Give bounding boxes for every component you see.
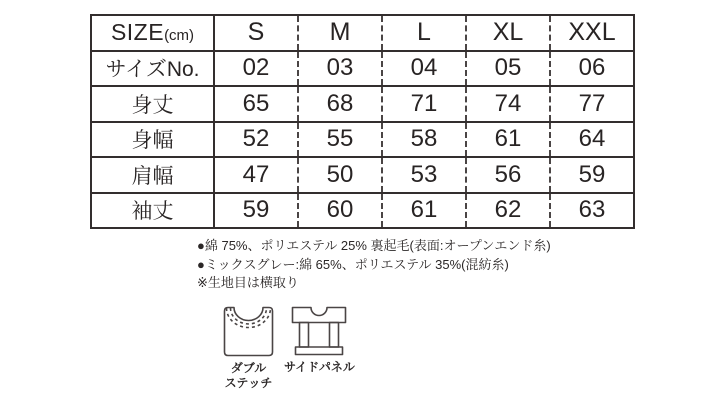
feature-caption-side-panel: サイドパネル (284, 360, 355, 374)
size-header-unit: (cm) (164, 27, 195, 45)
column-header-xl: XL (466, 15, 550, 51)
cell-body-length-l: 71 (382, 86, 466, 122)
cell-size-no-m: 03 (298, 51, 382, 87)
size-unit-header (91, 15, 214, 51)
cell-size-no-xl: 05 (466, 51, 550, 87)
row-label-body-length: 身丈 (91, 86, 214, 122)
cell-shoulder-width-s: 47 (214, 157, 298, 193)
table-row-body-length (91, 86, 634, 122)
fabric-note-mix-gray: ●ミックスグレー:綿 65%、ポリエステル 35%(混紡糸) (197, 256, 509, 272)
cell-sleeve-length-xxl: 63 (550, 193, 634, 229)
row-label-sleeve-length: 袖丈 (91, 193, 214, 229)
cell-size-no-s: 02 (214, 51, 298, 87)
cell-body-width-xl: 61 (466, 122, 550, 158)
column-header-xxl: XXL (550, 15, 634, 51)
cell-body-width-m: 55 (298, 122, 382, 158)
column-header-m: M (298, 15, 382, 51)
cell-shoulder-width-xl: 56 (466, 157, 550, 193)
cell-sleeve-length-l: 61 (382, 193, 466, 229)
size-table (90, 14, 635, 229)
cell-shoulder-width-xxl: 59 (550, 157, 634, 193)
fabric-note-grain: ※生地目は横取り (197, 275, 299, 290)
table-row-shoulder-width (91, 157, 634, 193)
cell-size-no-xxl: 06 (550, 51, 634, 87)
cell-body-width-l: 58 (382, 122, 466, 158)
cell-body-width-s: 52 (214, 122, 298, 158)
table-row-sleeve-length (91, 193, 634, 229)
table-row-body-width (91, 122, 634, 158)
cell-body-length-m: 68 (298, 86, 382, 122)
column-header-l: L (382, 15, 466, 51)
feature-side-panel (284, 306, 355, 375)
cell-size-no-l: 04 (382, 51, 466, 87)
cell-body-width-xxl: 64 (550, 122, 634, 158)
fabric-note-material: ●綿 75%、ポリエステル 25% 裏起毛(表面:オープンエンド糸) (197, 238, 551, 253)
cell-sleeve-length-m: 60 (298, 193, 382, 229)
feature-double-stitch (222, 306, 275, 391)
cell-shoulder-width-m: 50 (298, 157, 382, 193)
table-row-size-no (91, 51, 634, 87)
double-stitch-icon (222, 306, 275, 357)
size-header-title: SIZE (110, 19, 165, 46)
cell-sleeve-length-s: 59 (214, 193, 298, 229)
fabric-notes (197, 237, 551, 293)
cell-body-length-xl: 74 (466, 86, 550, 122)
feature-caption-double-stitch: ダブル ステッチ (224, 361, 273, 390)
row-label-body-width: 身幅 (91, 122, 214, 158)
row-label-size-no: サイズNo. (91, 51, 214, 87)
cell-sleeve-length-xl: 62 (466, 193, 550, 229)
feature-icons (222, 306, 355, 391)
cell-body-length-xxl: 77 (550, 86, 634, 122)
column-header-s: S (214, 15, 298, 51)
cell-shoulder-width-l: 53 (382, 157, 466, 193)
side-panel-icon (291, 306, 347, 356)
cell-body-length-s: 65 (214, 86, 298, 122)
row-label-shoulder-width: 肩幅 (91, 157, 214, 193)
table-header-row (91, 15, 634, 51)
